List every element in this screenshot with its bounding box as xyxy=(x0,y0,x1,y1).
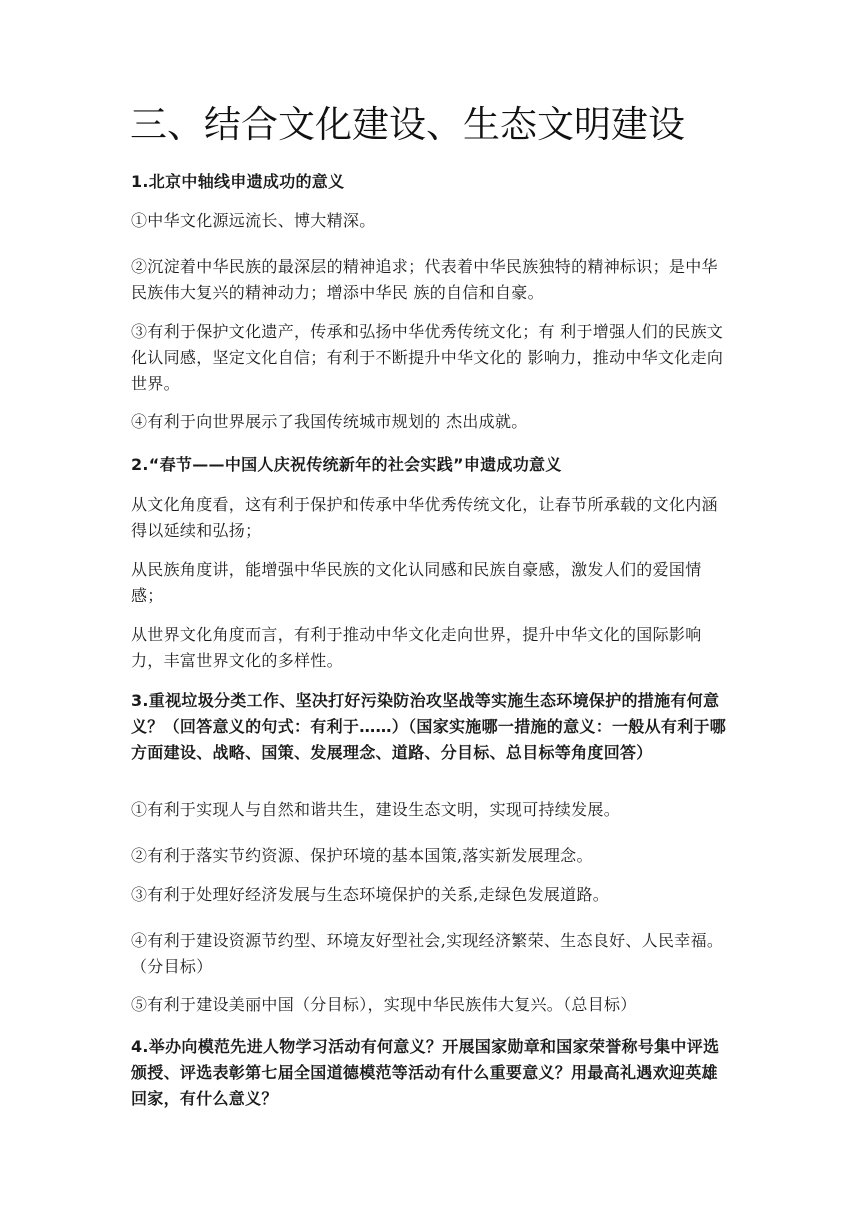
section-3-paragraph-1: ①有利于实现人与自然和谐共生，建设生态文明，实现可持续发展。 xyxy=(131,800,621,819)
section-1-paragraph-4: ④有利于向世界展示了我国传统城市规划的 杰出成就。 xyxy=(131,412,528,431)
section-1-heading: 1.北京中轴线申遗成功的意义 xyxy=(131,172,345,191)
page-title: 三、结合文化建设、生态文明建设 xyxy=(130,103,685,146)
section-1-paragraph-3: ③有利于保护文化遗产，传承和弘扬中华优秀传统文化；有 利于增强人们的民族文化认同感，坚定文化自信；有利于不断提升中华文化的 影响力，推动中华文化走向世界。 xyxy=(131,322,724,393)
section-3-paragraph-3: ③有利于处理好经济发展与生态环境保护的关系,走绿色发展道路。 xyxy=(131,885,610,904)
section-4-heading: 4.举办向模范先进人物学习活动有何意义？开展国家勋章和国家荣誉称号集中评选颁授、评选表彰第七届全国道德模范等活动有什么重要意义？用最高礼遇欢迎英雄回家，有什么意义？ xyxy=(131,1037,720,1108)
section-3-paragraph-4: ④有利于建设资源节约型、环境友好型社会,实现经济繁荣、生态良好、人民幸福。（分目标） xyxy=(131,931,724,976)
section-2-paragraph-1: 从文化角度看，这有利于保护和传承中华优秀传统文化，让春节所承载的文化内涵得以延续和弘扬； xyxy=(131,495,718,540)
section-2-heading: 2.“春节——中国人庆祝传统新年的社会实践”申遗成功意义 xyxy=(131,455,562,474)
section-1-paragraph-1: ①中华文化源远流长、博大精深。 xyxy=(131,211,376,230)
section-3-paragraph-5: ⑤有利于建设美丽中国（分目标），实现中华民族伟大复兴。（总目标） xyxy=(131,995,637,1014)
section-1-paragraph-2: ②沉淀着中华民族的最深层的精神追求；代表着中华民族独特的精神标识；是中华民族伟大复兴的精神动力；增添中华民 族的自信和自豪。 xyxy=(131,257,718,302)
section-2-paragraph-2: 从民族角度讲，能增强中华民族的文化认同感和民族自豪感，激发人们的爱国情感； xyxy=(131,560,702,605)
section-3-heading: 3.重视垃圾分类工作、坚决打好污染防治攻坚战等实施生态环境保护的措施有何意义？（回答意义的句式：有利于……）（国家实施哪一措施的意义：一般从有利于哪方面建设、战略、国策、发展理念、道路、分目标、总目标等角度回答） xyxy=(131,691,727,762)
section-3-paragraph-2: ②有利于落实节约资源、保护环境的基本国策,落实新发展理念。 xyxy=(131,846,593,865)
section-2-paragraph-3: 从世界文化角度而言，有利于推动中华文化走向世界，提升中华文化的国际影响力，丰富世界文化的多样性。 xyxy=(131,625,702,670)
